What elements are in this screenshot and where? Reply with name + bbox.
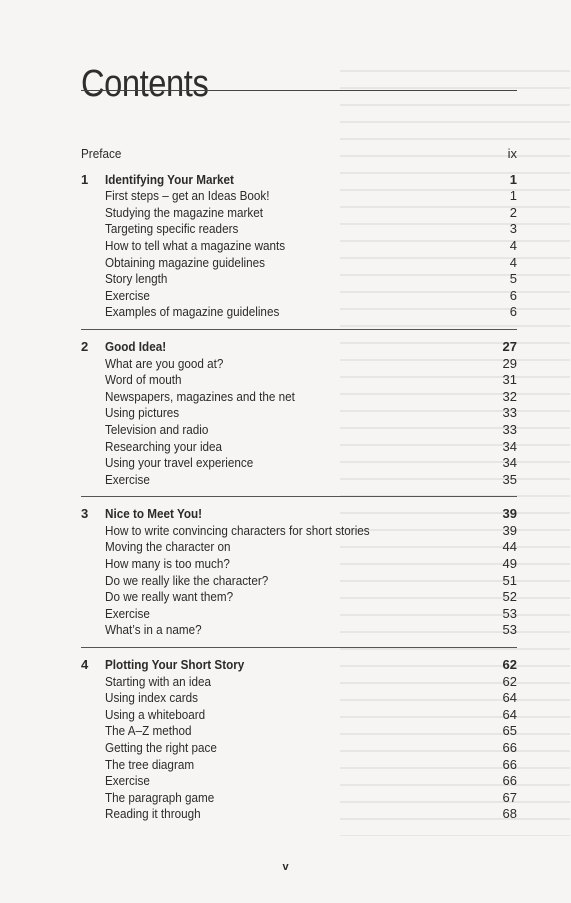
toc-entry-label: Targeting specific readers bbox=[105, 221, 239, 237]
toc-entry-page: 68 bbox=[502, 806, 517, 822]
toc-entry-label: Story length bbox=[105, 271, 168, 287]
toc-entry-page: 66 bbox=[502, 756, 517, 772]
toc-entry-label: Word of mouth bbox=[105, 372, 182, 388]
title-rule bbox=[81, 90, 517, 91]
toc-entry-page: 53 bbox=[502, 605, 517, 621]
toc-entry-page: 67 bbox=[502, 789, 517, 805]
toc-entry-page: 39 bbox=[502, 522, 517, 538]
toc-entry-page: ix bbox=[507, 146, 517, 161]
toc-entry-label: Do we really want them? bbox=[105, 589, 234, 605]
toc-entry bbox=[81, 740, 517, 757]
toc-entry-label: Getting the right pace bbox=[105, 740, 217, 755]
toc-entry-page: 34 bbox=[502, 455, 517, 471]
toc-entry-label: Preface bbox=[81, 146, 122, 161]
toc-entry-page: 62 bbox=[502, 673, 517, 689]
toc-entry bbox=[81, 439, 517, 456]
toc-entry-page: 1 bbox=[509, 188, 517, 204]
chapter-title: Good Idea! bbox=[105, 338, 167, 354]
page-number: v bbox=[282, 861, 289, 873]
toc-entry bbox=[81, 589, 517, 606]
toc-entry-page: 35 bbox=[502, 471, 517, 487]
toc-entry-label: First steps – get an Ideas Book! bbox=[105, 188, 270, 204]
toc-entry-label: Newspapers, magazines and the net bbox=[105, 388, 295, 404]
toc-entry bbox=[81, 523, 517, 540]
toc-entry-page: 44 bbox=[502, 539, 517, 555]
chapter-page: 1 bbox=[509, 171, 517, 187]
toc-entry-label: Moving the character on bbox=[105, 539, 231, 555]
chapter-divider bbox=[81, 496, 517, 497]
toc-entry bbox=[81, 757, 517, 774]
toc-entry-page: 5 bbox=[509, 271, 517, 287]
toc-entry-label: Exercise bbox=[105, 471, 150, 487]
toc-entry bbox=[81, 405, 517, 422]
toc-entry bbox=[81, 238, 517, 255]
chapter-title: Identifying Your Market bbox=[105, 171, 234, 187]
toc-entry-label: Starting with an idea bbox=[105, 673, 212, 689]
toc-entry-label: Using your travel experience bbox=[105, 455, 254, 471]
toc-entry bbox=[81, 221, 517, 238]
chapter-block bbox=[81, 506, 517, 639]
toc-entry bbox=[81, 790, 517, 807]
toc-entry-label: Reading it through bbox=[105, 806, 201, 822]
toc-entry bbox=[81, 422, 517, 439]
toc-entry-page: 34 bbox=[502, 438, 517, 454]
toc-entry bbox=[81, 271, 517, 288]
toc-entry-page: 33 bbox=[502, 421, 517, 437]
toc-entry-label: Obtaining magazine guidelines bbox=[105, 254, 266, 270]
toc-entry-page: 51 bbox=[502, 572, 517, 588]
toc-entry-page: 52 bbox=[502, 589, 517, 605]
toc-entry-label: The tree diagram bbox=[105, 756, 195, 772]
toc-entry-label: How to tell what a magazine wants bbox=[105, 237, 286, 253]
toc-entry bbox=[81, 455, 517, 472]
chapter-block bbox=[81, 339, 517, 488]
chapter-page: 27 bbox=[502, 338, 517, 354]
toc-entry bbox=[81, 806, 517, 823]
toc-entry bbox=[81, 356, 517, 373]
page-title: Contents bbox=[81, 63, 209, 106]
toc-entry bbox=[81, 707, 517, 724]
toc-entry-label: How to write convincing characters for short stories bbox=[105, 522, 370, 538]
toc-entry-label: Researching your idea bbox=[105, 438, 223, 454]
toc-entry bbox=[81, 188, 517, 205]
toc-entry-label: Examples of magazine guidelines bbox=[105, 304, 280, 320]
toc-entry bbox=[81, 690, 517, 707]
toc-entry-label: Television and radio bbox=[105, 421, 209, 437]
toc-entry-label: What’s in a name? bbox=[105, 622, 202, 638]
toc-entry bbox=[81, 773, 517, 790]
toc-entry-page: 2 bbox=[509, 204, 517, 220]
toc-entry bbox=[81, 622, 517, 639]
chapter-number: 3 bbox=[81, 506, 89, 522]
toc-entry-label: Exercise bbox=[105, 773, 150, 789]
chapter-number: 2 bbox=[81, 338, 89, 354]
toc-entry-page: 29 bbox=[502, 355, 517, 371]
toc-entry-page: 66 bbox=[502, 740, 517, 755]
toc-entry bbox=[81, 539, 517, 556]
toc-entry bbox=[81, 389, 517, 406]
chapter-title: Nice to Meet You! bbox=[105, 506, 203, 522]
toc-entry-page: 64 bbox=[502, 706, 517, 722]
toc-entry-page: 4 bbox=[509, 237, 517, 253]
chapter-divider bbox=[81, 329, 517, 330]
toc-entry-page: 49 bbox=[502, 556, 517, 572]
toc-entry bbox=[81, 573, 517, 590]
toc-entry-label: Using a whiteboard bbox=[105, 706, 206, 722]
toc-entry-label: Studying the magazine market bbox=[105, 204, 264, 220]
toc-entry-page: 6 bbox=[509, 287, 517, 303]
toc-entry-page: 33 bbox=[502, 405, 517, 421]
toc-entry-page: 3 bbox=[509, 221, 517, 237]
toc-entry-preface bbox=[81, 146, 517, 163]
toc-entry-page: 32 bbox=[502, 388, 517, 404]
chapter-heading bbox=[81, 339, 517, 356]
chapter-title: Plotting Your Short Story bbox=[105, 657, 245, 673]
toc-entry-label: Using index cards bbox=[105, 690, 198, 706]
toc-entry-page: 4 bbox=[509, 254, 517, 270]
toc-entry-label: Using pictures bbox=[105, 405, 180, 421]
toc-entry-page: 53 bbox=[502, 622, 517, 638]
toc-entry bbox=[81, 205, 517, 222]
toc-entry bbox=[81, 372, 517, 389]
chapter-page: 62 bbox=[502, 657, 517, 673]
toc-entry-page: 64 bbox=[502, 690, 517, 706]
chapter-number: 4 bbox=[81, 657, 89, 673]
chapter-page: 39 bbox=[502, 506, 517, 522]
chapter-number: 1 bbox=[81, 171, 89, 187]
toc-entry-label: What are you good at? bbox=[105, 355, 224, 371]
chapter-list bbox=[81, 172, 517, 823]
chapter-block bbox=[81, 172, 517, 321]
chapter-heading bbox=[81, 657, 517, 674]
chapter-heading bbox=[81, 506, 517, 523]
toc-entry-page: 66 bbox=[502, 773, 517, 789]
toc-entry-page: 31 bbox=[502, 372, 517, 388]
toc-entry bbox=[81, 674, 517, 691]
toc-entry bbox=[81, 304, 517, 321]
toc-entry bbox=[81, 606, 517, 623]
toc-entry bbox=[81, 288, 517, 305]
table-of-contents bbox=[81, 146, 517, 823]
toc-entry bbox=[81, 556, 517, 573]
toc-entry bbox=[81, 723, 517, 740]
toc-entry-label: The A–Z method bbox=[105, 723, 192, 739]
toc-entry-page: 65 bbox=[502, 723, 517, 739]
chapter-block bbox=[81, 657, 517, 823]
toc-entry-label: How many is too much? bbox=[105, 556, 230, 572]
toc-entry bbox=[81, 255, 517, 272]
chapter-heading bbox=[81, 172, 517, 189]
toc-entry-label: Exercise bbox=[105, 287, 150, 303]
toc-entry bbox=[81, 472, 517, 489]
chapter-divider bbox=[81, 647, 517, 648]
toc-entry-page: 6 bbox=[509, 304, 517, 320]
toc-entry-label: Do we really like the character? bbox=[105, 572, 269, 588]
toc-entry-label: Exercise bbox=[105, 605, 150, 621]
toc-entry-label: The paragraph game bbox=[105, 789, 215, 805]
